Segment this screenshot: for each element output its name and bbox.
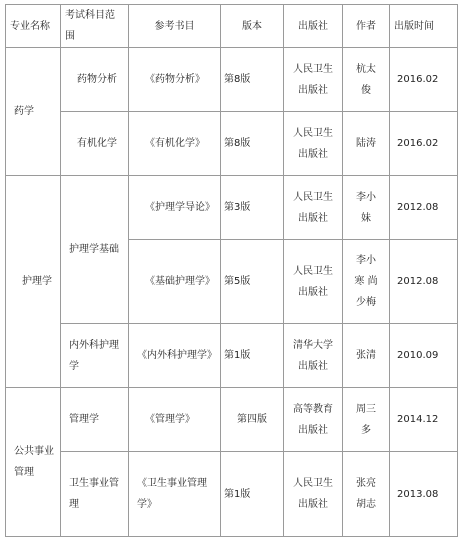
major-cell: 药学 — [6, 48, 61, 176]
edition-cell: 第四版 — [221, 388, 284, 452]
author-cell: 李小妹 — [343, 176, 390, 240]
book-title-cell: 《内外科护理学》 — [129, 324, 221, 388]
publisher-cell: 人民卫生出版社 — [284, 176, 343, 240]
publish-date-cell: 2014.12 — [390, 388, 458, 452]
edition-cell: 第5版 — [221, 240, 284, 324]
table-row — [6, 48, 458, 112]
exam-reference-table — [5, 4, 458, 537]
edition-cell: 第8版 — [221, 48, 284, 112]
publisher-cell: 人民卫生出版社 — [284, 48, 343, 112]
publish-date-cell: 2016.02 — [390, 48, 458, 112]
book-title-cell: 《管理学》 — [129, 388, 221, 452]
table-row — [6, 388, 458, 452]
publisher-cell: 人民卫生出版社 — [284, 452, 343, 537]
subject-cell: 护理学基础 — [61, 176, 129, 324]
edition-cell: 第3版 — [221, 176, 284, 240]
publisher-cell: 清华大学出版社 — [284, 324, 343, 388]
major-cell: 护理学 — [6, 176, 61, 388]
book-title-cell: 《护理学导论》 — [129, 176, 221, 240]
author-cell: 李小寒 尚少梅 — [343, 240, 390, 324]
author-cell: 张亮 胡志 — [343, 452, 390, 537]
publish-date-cell: 2012.08 — [390, 176, 458, 240]
table-row — [6, 324, 458, 388]
book-title-cell: 《有机化学》 — [129, 112, 221, 176]
subject-cell: 卫生事业管理 — [61, 452, 129, 537]
edition-cell: 第1版 — [221, 324, 284, 388]
author-cell: 陆涛 — [343, 112, 390, 176]
header-row — [6, 5, 458, 48]
table-row — [6, 112, 458, 176]
publisher-cell: 人民卫生出版社 — [284, 240, 343, 324]
header-reference-books: 参考书目 — [129, 5, 221, 48]
book-title-cell: 《卫生事业管理学》 — [129, 452, 221, 537]
publish-date-cell: 2016.02 — [390, 112, 458, 176]
subject-cell: 内外科护理学 — [61, 324, 129, 388]
edition-cell: 第1版 — [221, 452, 284, 537]
book-title-cell: 《药物分析》 — [129, 48, 221, 112]
major-cell: 公共事业管理 — [6, 388, 61, 537]
author-cell: 张清 — [343, 324, 390, 388]
table-row — [6, 452, 458, 537]
subject-cell: 管理学 — [61, 388, 129, 452]
publisher-cell: 人民卫生出版社 — [284, 112, 343, 176]
author-cell: 周三多 — [343, 388, 390, 452]
header-publisher: 出版社 — [284, 5, 343, 48]
table-row — [6, 176, 458, 240]
header-edition: 版本 — [221, 5, 284, 48]
publisher-cell: 高等教育出版社 — [284, 388, 343, 452]
header-author: 作者 — [343, 5, 390, 48]
edition-cell: 第8版 — [221, 112, 284, 176]
book-title-cell: 《基础护理学》 — [129, 240, 221, 324]
header-major: 专业名称 — [6, 5, 61, 48]
publish-date-cell: 2012.08 — [390, 240, 458, 324]
publish-date-cell: 2013.08 — [390, 452, 458, 537]
header-publish-date: 出版时间 — [390, 5, 458, 48]
publish-date-cell: 2010.09 — [390, 324, 458, 388]
subject-cell: 有机化学 — [61, 112, 129, 176]
author-cell: 杭太俊 — [343, 48, 390, 112]
header-subject-range: 考试科目范围 — [61, 5, 129, 48]
subject-cell: 药物分析 — [61, 48, 129, 112]
